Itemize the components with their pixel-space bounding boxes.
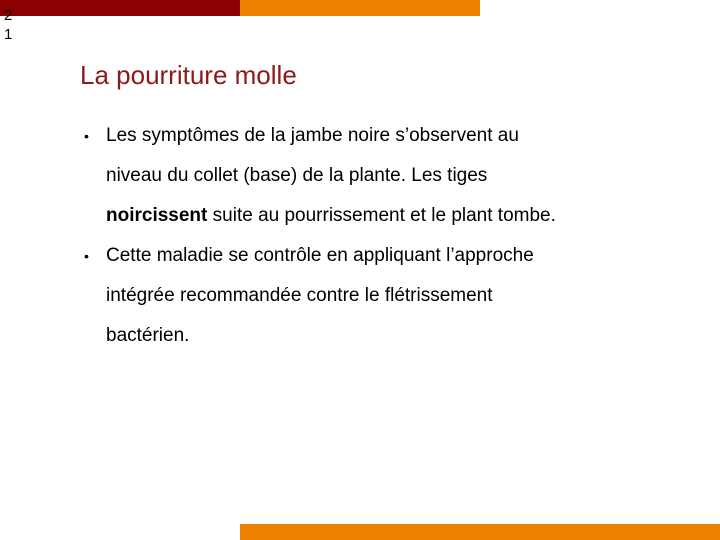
bullet-line: Cette maladie se contrôle en appliquant l’approche	[106, 245, 534, 266]
bottom-accent-bar-orange	[240, 524, 720, 540]
slide-number-digit-2: 1	[4, 26, 13, 43]
slide-number	[4, 6, 16, 44]
bullet-line	[106, 196, 640, 236]
bullet-marker: •	[84, 248, 89, 264]
bullet-item-symptoms	[80, 116, 640, 236]
slide-number-digit-1: 2	[4, 7, 13, 24]
bullet-line: Les symptômes de la jambe noire s’observent au	[106, 125, 519, 146]
bullet-list	[80, 116, 640, 356]
bullet-line-rest: suite au pourrissement et le plant tombe.	[207, 205, 556, 226]
bullet-line: intégrée recommandée contre le flétrissement	[106, 285, 493, 306]
bullet-item-control	[80, 236, 640, 356]
top-accent-bar-red	[0, 0, 240, 16]
bold-keyword: noircissent	[106, 205, 208, 226]
top-accent-bar-orange	[240, 0, 480, 16]
bullet-line: niveau du collet (base) de la plante. Les tiges	[106, 165, 488, 186]
bullet-line: bactérien.	[106, 325, 190, 346]
slide-title: La pourriture molle	[80, 60, 297, 90]
bullet-marker: •	[84, 128, 89, 144]
